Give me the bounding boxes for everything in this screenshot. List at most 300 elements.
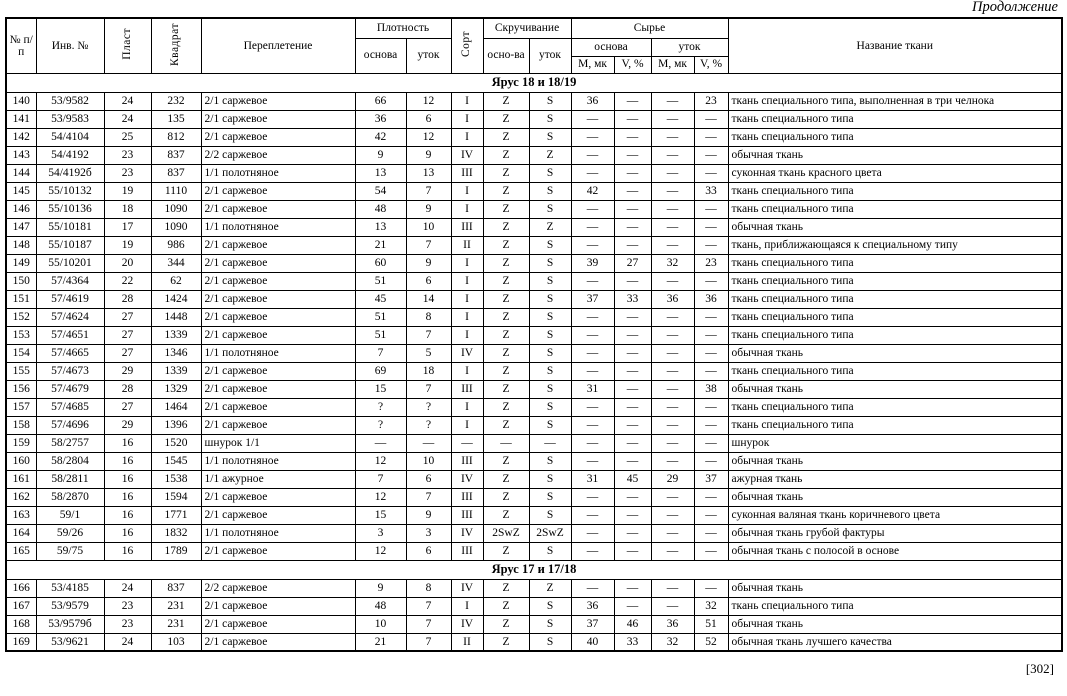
table-cell: 2/1 саржевое — [201, 380, 355, 398]
table-cell: — — [694, 236, 728, 254]
table-cell: 23 — [694, 92, 728, 110]
table-cell: 7 — [355, 344, 406, 362]
table-cell: 28 — [104, 380, 151, 398]
table-cell: 1329 — [151, 380, 201, 398]
table-cell: Z — [529, 146, 571, 164]
table-cell: 51 — [694, 615, 728, 633]
col-header-plotnost-utok: уток — [406, 38, 451, 73]
table-cell: IV — [451, 579, 483, 597]
table-cell: — — [651, 452, 694, 470]
table-body — [6, 73, 1062, 651]
table-cell: — — [614, 236, 651, 254]
table-cell: 2/1 саржевое — [201, 254, 355, 272]
table-cell: 6 — [406, 272, 451, 290]
table-cell: 1545 — [151, 452, 201, 470]
table-cell: — — [571, 308, 614, 326]
table-cell: 9 — [406, 146, 451, 164]
table-cell: III — [451, 164, 483, 182]
table-cell: 24 — [104, 579, 151, 597]
table-cell: 147 — [6, 218, 36, 236]
table-cell: 16 — [104, 452, 151, 470]
table-cell: I — [451, 254, 483, 272]
table-cell: 23 — [104, 597, 151, 615]
table-cell: S — [529, 362, 571, 380]
table-cell: Z — [483, 488, 529, 506]
table-cell: 7 — [406, 615, 451, 633]
table-cell: IV — [451, 470, 483, 488]
table-cell: 165 — [6, 542, 36, 560]
table-cell: 140 — [6, 92, 36, 110]
table-cell: 59/1 — [36, 506, 104, 524]
table-cell: 13 — [355, 218, 406, 236]
table-cell: — — [614, 542, 651, 560]
table-cell: — — [694, 218, 728, 236]
table-cell: Z — [483, 272, 529, 290]
table-cell: — — [694, 308, 728, 326]
table-cell: ткань специального типа — [728, 200, 1062, 218]
table-cell: — — [651, 236, 694, 254]
table-cell: 2/1 саржевое — [201, 110, 355, 128]
col-header-plotnost-osnova: основа — [355, 38, 406, 73]
table-cell: Z — [483, 398, 529, 416]
table-cell: 2/2 саржевое — [201, 146, 355, 164]
table-cell: 152 — [6, 308, 36, 326]
table-cell: 3 — [406, 524, 451, 542]
table-cell: 2/1 саржевое — [201, 182, 355, 200]
table-cell: S — [529, 416, 571, 434]
table-row — [6, 488, 1062, 506]
table-cell: 1339 — [151, 362, 201, 380]
table-cell: S — [529, 254, 571, 272]
table-cell: — — [614, 128, 651, 146]
table-cell: S — [529, 344, 571, 362]
table-cell: Z — [483, 326, 529, 344]
table-cell: Z — [483, 290, 529, 308]
table-cell: 58/2757 — [36, 434, 104, 452]
table-cell: Z — [529, 579, 571, 597]
col-header-syrye-osnova: основа — [571, 38, 651, 56]
table-cell: 54 — [355, 182, 406, 200]
table-cell: — — [571, 128, 614, 146]
table-cell: 66 — [355, 92, 406, 110]
table-cell: — — [651, 326, 694, 344]
table-cell: 1520 — [151, 434, 201, 452]
table-cell: — — [614, 110, 651, 128]
table-cell: 2/1 саржевое — [201, 236, 355, 254]
table-cell: 32 — [694, 597, 728, 615]
table-row — [6, 398, 1062, 416]
table-cell: — — [694, 488, 728, 506]
table-cell: 14 — [406, 290, 451, 308]
table-cell: 2/1 саржевое — [201, 362, 355, 380]
table-cell: 2SwZ — [483, 524, 529, 542]
table-cell: 31 — [571, 470, 614, 488]
table-cell: — — [694, 344, 728, 362]
table-cell: 144 — [6, 164, 36, 182]
table-cell: 58/2804 — [36, 452, 104, 470]
col-header-name: Название ткани — [728, 18, 1062, 73]
table-row — [6, 182, 1062, 200]
table-cell: — — [571, 488, 614, 506]
table-cell: 7 — [406, 488, 451, 506]
table-cell: 2/1 саржевое — [201, 488, 355, 506]
table-cell: 148 — [6, 236, 36, 254]
col-header-syrye: Сырье — [571, 18, 728, 38]
table-row — [6, 146, 1062, 164]
table-cell: 1/1 полотняное — [201, 164, 355, 182]
table-cell: 837 — [151, 146, 201, 164]
table-cell: 51 — [355, 326, 406, 344]
table-cell: — — [694, 506, 728, 524]
table-cell: 167 — [6, 597, 36, 615]
table-cell: 57/4673 — [36, 362, 104, 380]
table-cell: 232 — [151, 92, 201, 110]
table-cell: — — [651, 434, 694, 452]
table-cell: I — [451, 326, 483, 344]
table-cell: Z — [483, 615, 529, 633]
table-cell: 15 — [355, 506, 406, 524]
table-cell: 23 — [104, 146, 151, 164]
table-cell: 164 — [6, 524, 36, 542]
table-cell: 36 — [355, 110, 406, 128]
table-cell: — — [614, 200, 651, 218]
table-cell: — — [694, 362, 728, 380]
table-cell: S — [529, 542, 571, 560]
table-cell: 168 — [6, 615, 36, 633]
table-cell: 10 — [355, 615, 406, 633]
table-row — [6, 128, 1062, 146]
table-cell: 57/4679 — [36, 380, 104, 398]
table-cell: ? — [406, 398, 451, 416]
table-cell: 16 — [104, 506, 151, 524]
table-cell: ткань специального типа — [728, 254, 1062, 272]
col-header-sort: Сорт — [451, 18, 483, 73]
table-cell: ткань специального типа — [728, 182, 1062, 200]
table-row — [6, 452, 1062, 470]
table-cell: ажурная ткань — [728, 470, 1062, 488]
table-cell: 149 — [6, 254, 36, 272]
table-cell: — — [355, 434, 406, 452]
table-cell: 155 — [6, 362, 36, 380]
table-cell: 52 — [694, 633, 728, 651]
table-cell: 7 — [406, 597, 451, 615]
table-cell: 28 — [104, 290, 151, 308]
table-cell: — — [571, 524, 614, 542]
table-header — [6, 18, 1062, 73]
table-cell: Z — [483, 579, 529, 597]
table-cell: обычная ткань — [728, 615, 1062, 633]
table-cell: 1594 — [151, 488, 201, 506]
table-cell: 1/1 полотняное — [201, 452, 355, 470]
table-cell: III — [451, 452, 483, 470]
table-cell: Z — [483, 182, 529, 200]
table-row — [6, 416, 1062, 434]
table-cell: — — [651, 380, 694, 398]
table-cell: — — [614, 416, 651, 434]
table-row — [6, 506, 1062, 524]
table-cell: 5 — [406, 344, 451, 362]
table-cell: — — [571, 452, 614, 470]
table-cell: S — [529, 380, 571, 398]
table-row — [6, 615, 1062, 633]
table-cell: 9 — [406, 254, 451, 272]
table-cell: 154 — [6, 344, 36, 362]
table-cell: 141 — [6, 110, 36, 128]
table-cell: — — [651, 128, 694, 146]
table-cell: 13 — [355, 164, 406, 182]
table-cell: 2/1 саржевое — [201, 326, 355, 344]
col-header-kvadrat: Квадрат — [151, 18, 201, 73]
table-cell: обычная ткань — [728, 146, 1062, 164]
table-cell: 57/4651 — [36, 326, 104, 344]
table-cell: 22 — [104, 272, 151, 290]
table-cell: 27 — [614, 254, 651, 272]
col-header-skruchivanie: Скручивание — [483, 18, 571, 38]
table-cell: Z — [483, 380, 529, 398]
table-row — [6, 362, 1062, 380]
table-cell: Z — [483, 470, 529, 488]
table-cell: S — [529, 92, 571, 110]
table-cell: — — [694, 542, 728, 560]
table-cell: 16 — [104, 434, 151, 452]
table-cell: обычная ткань с полосой в основе — [728, 542, 1062, 560]
table-cell: — — [614, 597, 651, 615]
table-cell: — — [694, 110, 728, 128]
table-cell: — — [651, 344, 694, 362]
table-row — [6, 380, 1062, 398]
table-cell: — — [571, 272, 614, 290]
table-cell: 12 — [406, 92, 451, 110]
table-cell: 2/1 саржевое — [201, 398, 355, 416]
table-cell: S — [529, 488, 571, 506]
table-cell: S — [529, 290, 571, 308]
table-cell: обычная ткань грубой фактуры — [728, 524, 1062, 542]
table-cell: 12 — [355, 488, 406, 506]
table-cell: — — [451, 434, 483, 452]
table-cell: — — [651, 597, 694, 615]
section-title: Ярус 18 и 18/19 — [6, 73, 1062, 92]
table-cell: 16 — [104, 542, 151, 560]
col-header-osnova-m-mk: М, мк — [571, 56, 614, 73]
col-header-plast: Пласт — [104, 18, 151, 73]
table-cell: 29 — [104, 362, 151, 380]
table-cell: 25 — [104, 128, 151, 146]
table-cell: 2/2 саржевое — [201, 579, 355, 597]
table-cell: обычная ткань — [728, 380, 1062, 398]
table-cell: 23 — [694, 254, 728, 272]
table-cell: 19 — [104, 236, 151, 254]
table-cell: Z — [483, 146, 529, 164]
table-cell: 55/10187 — [36, 236, 104, 254]
table-cell: I — [451, 272, 483, 290]
table-cell: 32 — [651, 254, 694, 272]
table-row — [6, 308, 1062, 326]
table-cell: I — [451, 597, 483, 615]
table-cell: IV — [451, 146, 483, 164]
table-cell: 143 — [6, 146, 36, 164]
table-cell: ? — [355, 398, 406, 416]
table-cell: S — [529, 128, 571, 146]
table-cell: 1789 — [151, 542, 201, 560]
table-cell: ткань специального типа — [728, 597, 1062, 615]
table-cell: — — [651, 506, 694, 524]
table-cell: — — [651, 398, 694, 416]
table-cell: ткань специального типа — [728, 416, 1062, 434]
table-cell: Z — [483, 362, 529, 380]
table-row — [6, 579, 1062, 597]
table-cell: 7 — [406, 380, 451, 398]
table-cell: — — [651, 164, 694, 182]
table-cell: 36 — [651, 290, 694, 308]
table-cell: 16 — [104, 524, 151, 542]
table-cell: 16 — [104, 470, 151, 488]
table-row — [6, 524, 1062, 542]
table-cell: 1832 — [151, 524, 201, 542]
table-cell: ткань специального типа — [728, 326, 1062, 344]
table-cell: 2/1 саржевое — [201, 128, 355, 146]
table-cell: Z — [483, 254, 529, 272]
table-cell: ткань специального типа — [728, 398, 1062, 416]
table-cell: 7 — [406, 326, 451, 344]
table-cell: III — [451, 542, 483, 560]
table-cell: 29 — [104, 416, 151, 434]
table-cell: — — [406, 434, 451, 452]
table-cell: 1/1 полотняное — [201, 524, 355, 542]
table-cell: 58/2811 — [36, 470, 104, 488]
table-cell: Z — [483, 416, 529, 434]
table-cell: — — [694, 579, 728, 597]
section-header-row — [6, 73, 1062, 92]
table-cell: ткань специального типа, выполненная в три челнока — [728, 92, 1062, 110]
table-cell: III — [451, 218, 483, 236]
table-cell: 135 — [151, 110, 201, 128]
table-cell: 160 — [6, 452, 36, 470]
table-cell: 19 — [104, 182, 151, 200]
table-cell: II — [451, 236, 483, 254]
table-cell: 10 — [406, 218, 451, 236]
table-cell: — — [694, 452, 728, 470]
table-cell: 6 — [406, 110, 451, 128]
table-row — [6, 254, 1062, 272]
table-cell: 2/1 саржевое — [201, 597, 355, 615]
table-cell: 55/10201 — [36, 254, 104, 272]
table-cell: S — [529, 452, 571, 470]
table-cell: — — [614, 579, 651, 597]
table-cell: 36 — [571, 92, 614, 110]
table-cell: III — [451, 506, 483, 524]
table-cell: 27 — [104, 344, 151, 362]
table-cell: 23 — [104, 164, 151, 182]
page-reference: [302] — [1025, 661, 1054, 676]
table-cell: шнурок 1/1 — [201, 434, 355, 452]
table-cell: — — [614, 506, 651, 524]
table-cell: 6 — [406, 470, 451, 488]
table-cell: — — [614, 308, 651, 326]
table-cell: 12 — [406, 128, 451, 146]
table-cell: ткань, приближающаяся к специальному типу — [728, 236, 1062, 254]
table-cell: 42 — [571, 182, 614, 200]
table-cell: — — [614, 452, 651, 470]
table-cell: 10 — [406, 452, 451, 470]
table-cell: 146 — [6, 200, 36, 218]
table-row — [6, 290, 1062, 308]
table-cell: — — [571, 200, 614, 218]
table-row — [6, 344, 1062, 362]
table-cell: 24 — [104, 92, 151, 110]
table-cell: 31 — [571, 380, 614, 398]
table-cell: 33 — [614, 633, 651, 651]
table-cell: 2/1 саржевое — [201, 542, 355, 560]
table-cell: 53/9582 — [36, 92, 104, 110]
table-cell: 6 — [406, 542, 451, 560]
table-cell: — — [694, 200, 728, 218]
table-row — [6, 434, 1062, 452]
col-header-osnova-v-pct: V, % — [614, 56, 651, 73]
table-cell: — — [571, 236, 614, 254]
table-cell: 37 — [571, 615, 614, 633]
table-cell: — — [614, 326, 651, 344]
table-cell: — — [614, 398, 651, 416]
table-cell: 33 — [614, 290, 651, 308]
table-cell: 1090 — [151, 200, 201, 218]
table-cell: 55/10132 — [36, 182, 104, 200]
table-cell: — — [694, 398, 728, 416]
table-cell: 54/4104 — [36, 128, 104, 146]
table-cell: 16 — [104, 488, 151, 506]
table-cell: 103 — [151, 633, 201, 651]
table-cell: — — [651, 488, 694, 506]
col-header-skr-utok: уток — [529, 38, 571, 73]
table-cell: — — [614, 164, 651, 182]
section-title: Ярус 17 и 17/18 — [6, 560, 1062, 579]
table-row — [6, 326, 1062, 344]
table-cell: 2/1 саржевое — [201, 615, 355, 633]
col-header-num: № п/п — [6, 18, 36, 73]
table-cell: S — [529, 236, 571, 254]
table-cell: 163 — [6, 506, 36, 524]
table-cell: 15 — [355, 380, 406, 398]
table-cell: 51 — [355, 308, 406, 326]
table-cell: — — [483, 434, 529, 452]
table-cell: 1110 — [151, 182, 201, 200]
table-cell: S — [529, 164, 571, 182]
table-cell: 37 — [694, 470, 728, 488]
table-cell: 27 — [104, 398, 151, 416]
table-cell: I — [451, 182, 483, 200]
table-cell: I — [451, 200, 483, 218]
table-cell: 24 — [104, 633, 151, 651]
table-cell: обычная ткань — [728, 452, 1062, 470]
table-cell: — — [614, 488, 651, 506]
table-cell: — — [694, 146, 728, 164]
table-cell: шнурок — [728, 434, 1062, 452]
table-cell: 21 — [355, 633, 406, 651]
table-cell: 36 — [694, 290, 728, 308]
table-cell: I — [451, 92, 483, 110]
table-cell: — — [571, 164, 614, 182]
table-row — [6, 542, 1062, 560]
fabric-table — [5, 17, 1063, 652]
table-cell: — — [651, 92, 694, 110]
table-cell: 9 — [406, 200, 451, 218]
table-cell: S — [529, 326, 571, 344]
col-header-syrye-utok: уток — [651, 38, 728, 56]
table-cell: ткань специального типа — [728, 128, 1062, 146]
table-cell: 53/9621 — [36, 633, 104, 651]
col-header-utok-m-mk: М, мк — [651, 56, 694, 73]
table-cell: — — [694, 272, 728, 290]
table-cell: 1396 — [151, 416, 201, 434]
